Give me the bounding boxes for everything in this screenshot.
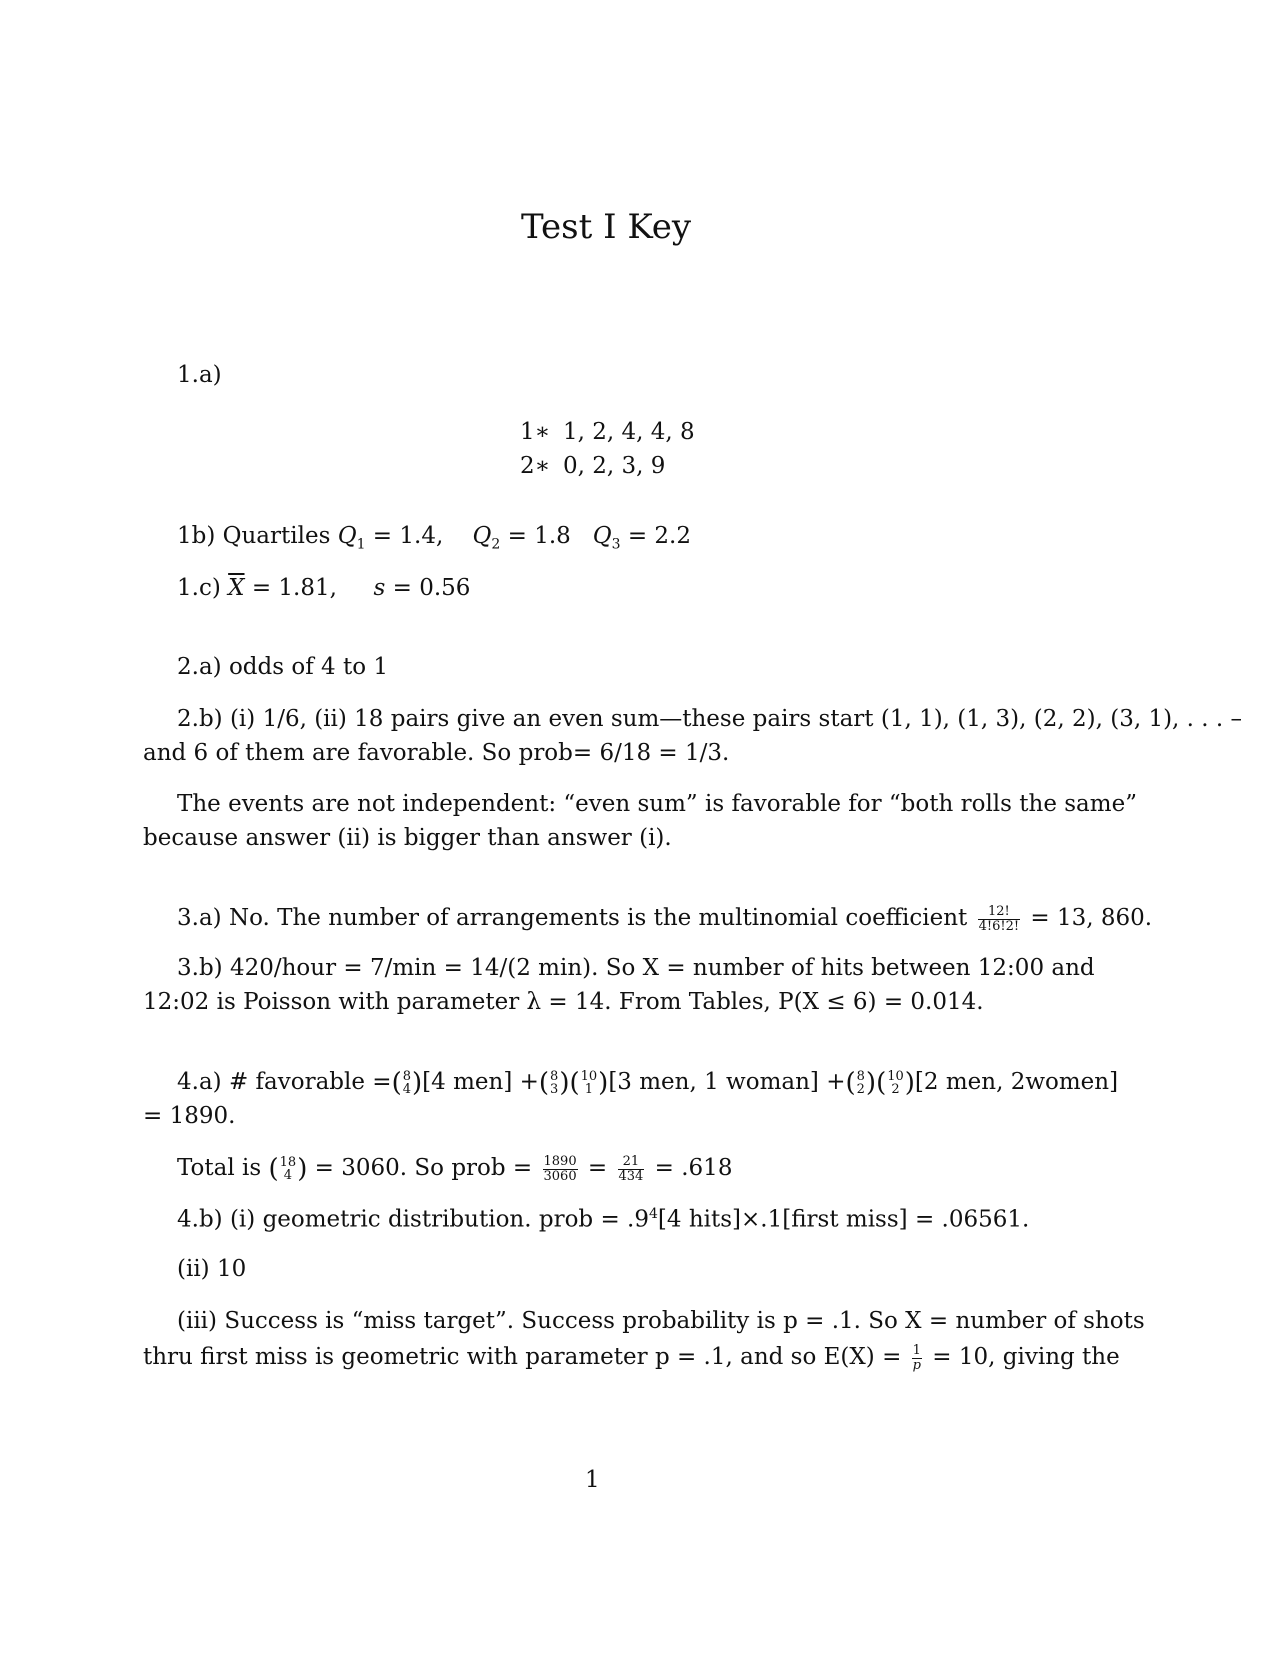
stem-row-2-leaves: 0, 2, 3, 9 (563, 453, 666, 479)
q1c-prefix: 1.c) (177, 575, 221, 601)
stem-row-1-stem: 1∗ (520, 419, 551, 445)
q4a-prefix: 4.a) # favorable = (177, 1069, 392, 1095)
q3a-text: 3.a) No. The number of arrangements is the multinomial coefficient (177, 905, 968, 932)
prob-fraction-2 (618, 1155, 645, 1183)
page-title: Test I Key (521, 207, 692, 247)
multinomial-fraction (978, 905, 1021, 933)
q4b-iii-line-1: (iii) Success is “miss target”. Success probability is p = .1. So X = number of shots (177, 1308, 1145, 1334)
q4b-iii-line-2 (143, 1344, 1120, 1372)
binom-8-2: 8 2 (856, 1069, 865, 1097)
q4b-line (177, 1207, 1029, 1232)
binom-8-3: 8 3 (550, 1069, 559, 1097)
q4a-term-2: [3 men, 1 woman] + (608, 1069, 846, 1095)
q1a-label: 1.a) (177, 362, 222, 388)
q2a-line: 2.a) odds of 4 to 1 (177, 654, 388, 680)
q3b-line-2: 12:02 is Poisson with parameter λ = 14. From Tables, P(X ≤ 6) = 0.014. (143, 989, 984, 1015)
prob-fraction-2-numerator: 21 (618, 1155, 645, 1170)
q4b-rest: [4 hits]×.1[first miss] = .06561. (657, 1206, 1030, 1233)
q3b-line-1: 3.b) 420/hour = 7/min = 14/(2 min). So X = number of hits between 12:00 and (177, 955, 1095, 981)
expectation-fraction: $\frac{1}{p}$ (912, 1343, 921, 1373)
q4b-iii-line-2a: thru first miss is geometric with parameter p = .1, and so E(X) = (143, 1344, 902, 1371)
page-number: 1 (585, 1467, 600, 1493)
q2b-line-2: and 6 of them are favorable. So prob= 6/18 = 1/3. (143, 740, 730, 766)
q4-total-line: Total is ( 18 4 ) = 3060. So prob = $\frac{1890}{3060}$ = $\frac{21}{434}$ = .618 (177, 1154, 733, 1185)
q4-total-prefix: Total is (177, 1155, 262, 1182)
binom-10-1: 10 1 (580, 1069, 598, 1097)
prob-fraction-1-numerator: 1890 (543, 1154, 577, 1169)
prob-fraction-2-denominator: 434 (618, 1168, 644, 1184)
multinomial-denominator: 4!6!2! (978, 918, 1020, 934)
q3a-line (177, 905, 1152, 933)
binom-8-4: 8 4 (402, 1069, 412, 1097)
q1b-q2: = 1.8 (507, 523, 571, 549)
stem-row-1-leaves: 1, 2, 4, 4, 8 (563, 419, 695, 445)
q4-total-eq: = 3060. So prob = (314, 1155, 533, 1182)
q1c-mean: = 1.81, (251, 575, 337, 601)
q2c-line-1: The events are not independent: “even sum” is favorable for “both rolls the same” (177, 791, 1137, 817)
q4a-line-2: = 1890. (143, 1103, 236, 1129)
q1c-sd: = 0.56 (392, 575, 471, 601)
stem-row-2-stem: 2∗ (520, 453, 551, 479)
q4a-line: 4.a) # favorable =( 8 4 )[4 men] +( 8 3 )( 10 1 )[3 men, 1 woman] +( 8 2 )( 10 2 )[2 men, 2women] (177, 1068, 1119, 1098)
q1b-line: 1b) Quartiles $Q_1 = 1.4$, $Q_2 = 1.8$ $Q_3 = 2.2$ (177, 523, 691, 553)
q1b-q3: = 2.2 (627, 523, 691, 549)
multinomial-numerator: 12! (978, 905, 1021, 920)
q1b-q1: = 1.4, (372, 523, 444, 549)
q4-total-result: = .618 (654, 1155, 733, 1182)
q4b-ii-line: (ii) 10 (177, 1256, 247, 1282)
prob-fraction-1 (543, 1155, 578, 1183)
q4b-exponent: 4 (648, 1206, 658, 1222)
q4b-text: 4.b) (i) geometric distribution. prob = .9 (177, 1206, 649, 1233)
binom-10-2: 10 2 (887, 1069, 904, 1097)
q4a-term-1: [4 men] + (422, 1069, 539, 1095)
q1c-line: 1.c) $\overline{X} = 1.81$, s = 0.56 (177, 575, 471, 601)
binom-18-4: 18 4 (279, 1155, 297, 1184)
q4a-term-3: [2 men, 2women] (914, 1069, 1119, 1095)
prob-fraction-1-denominator: 3060 (543, 1168, 577, 1184)
q2c-line-2: because answer (ii) is bigger than answer (i). (143, 825, 672, 851)
q4b-iii-line-2b: = 10, giving the (932, 1344, 1120, 1371)
q3a-result: = 13, 860. (1030, 905, 1153, 932)
q1b-prefix: 1b) Quartiles (177, 523, 331, 549)
q2b-line-1: 2.b) (i) 1/6, (ii) 18 pairs give an even sum—these pairs start (1, 1), (1, 3), (2, 2), (3, 1), . . . – (177, 706, 1243, 732)
